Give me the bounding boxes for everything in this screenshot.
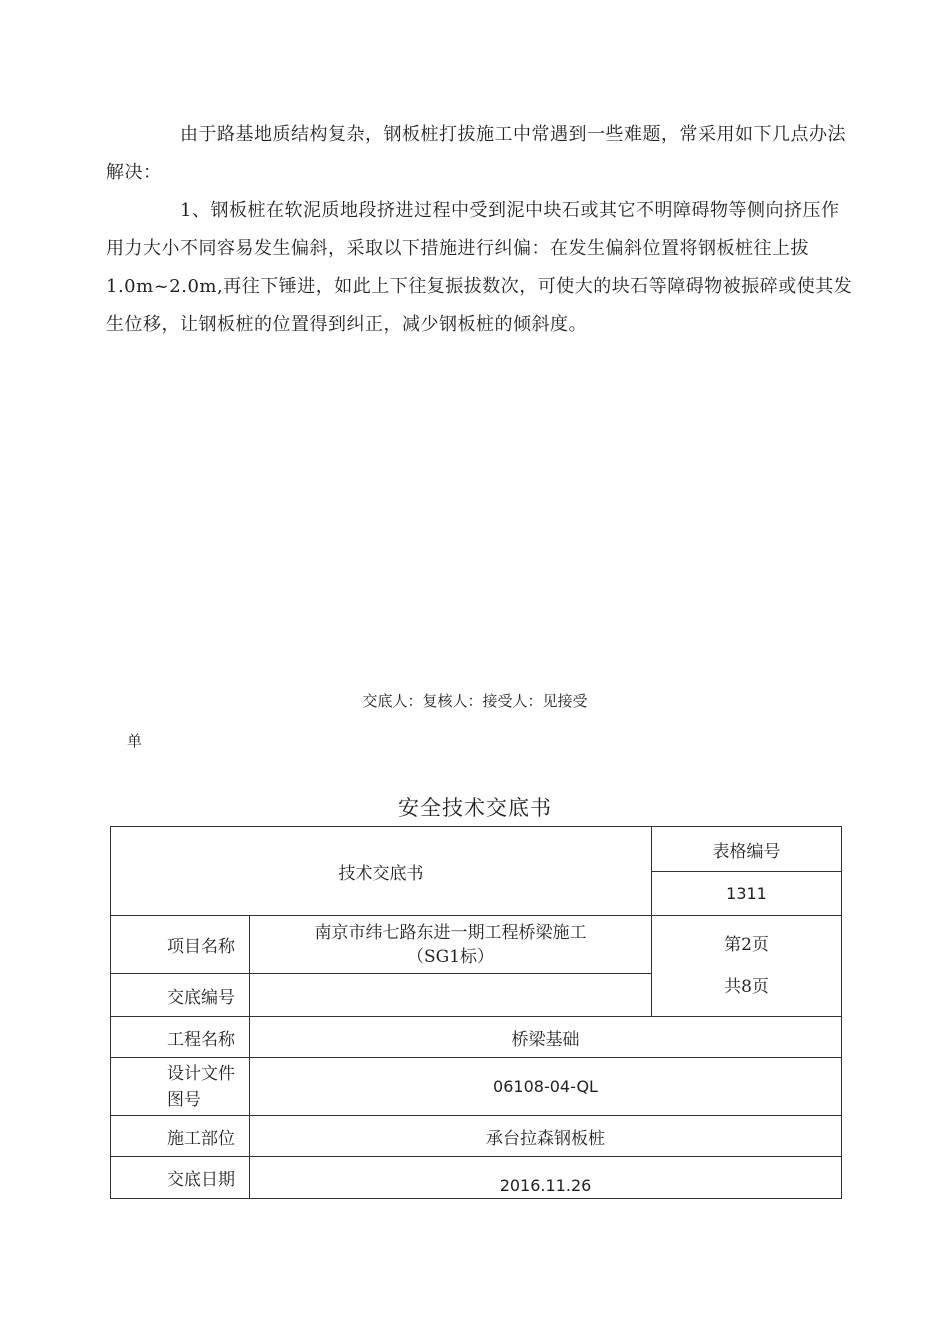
project-name-value-line2: （SG1标） [406,946,495,967]
project-name-value-line1: 南京市纬七路东进一期工程桥梁施工 [314,922,587,943]
design-doc-label-line1: 设计文件 [167,1063,235,1084]
page-total: 共8页 [724,977,769,997]
design-doc-value: 06108-04-QL [493,1076,598,1096]
engineering-name-label-cell [111,1017,250,1058]
disclosure-date-label-cell [111,1157,250,1199]
disclosure-number-label-cell [111,974,250,1017]
signature-line: 交底人：复核人：接受人：见接受 [362,692,588,710]
disclosure-date-value-cell [250,1157,842,1199]
disclosure-date-label: 交底日期 [167,1170,235,1190]
engineering-name-value: 桥梁基础 [511,1029,580,1050]
signature-line-tail: 单 [127,732,143,750]
form-number-label-cell [652,827,842,872]
disclosure-number-value-cell [250,974,652,1017]
form-number-label: 表格编号 [712,841,781,862]
project-name-label: 项目名称 [167,937,235,957]
page-number-cell [652,916,842,1017]
design-doc-value-cell [250,1058,842,1116]
engineering-name-label: 工程名称 [167,1029,235,1050]
document-title: 安全技术交底书 [398,796,552,820]
form-header-cell [111,827,652,916]
safety-disclosure-form [110,826,842,1199]
form-number-value-cell [652,872,842,916]
form-number-value: 1311 [726,883,767,903]
construction-part-value: 承台拉森钢板桩 [486,1128,605,1149]
disclosure-number-label: 交底编号 [167,987,235,1008]
construction-part-label: 施工部位 [167,1128,235,1149]
engineering-name-value-cell [250,1017,842,1058]
project-name-value-cell [250,916,652,974]
construction-part-label-cell [111,1116,250,1157]
form-header-label: 技术交底书 [338,863,424,884]
design-doc-label-line2: 图号 [167,1089,201,1110]
design-doc-label-cell [111,1058,250,1116]
paragraph-measure-1: 1、钢板桩在软泥质地段挤进过程中受到泥中块石或其它不明障碍物等侧向挤压作用力大小不同容易发生偏斜，采取以下措施进行纠偏：在发生偏斜位置将钢板桩往上拔1.0m~2.0m,再往下锤进，如此上下往复振拔数次，可使大的块石等障碍物被振碎或使其发生位移，让钢板桩的位置得到纠正，减少钢板桩的倾斜度。 [106,200,853,335]
disclosure-date-value: 2016.11.26 [499,1176,592,1195]
project-name-label-cell [111,916,250,974]
page-current: 第2页 [724,935,769,955]
paragraph-intro: 由于路基地质结构复杂，钢板桩打拔施工中常遇到一些难题，常采用如下几点办法解决： [106,124,846,183]
construction-part-value-cell [250,1116,842,1157]
